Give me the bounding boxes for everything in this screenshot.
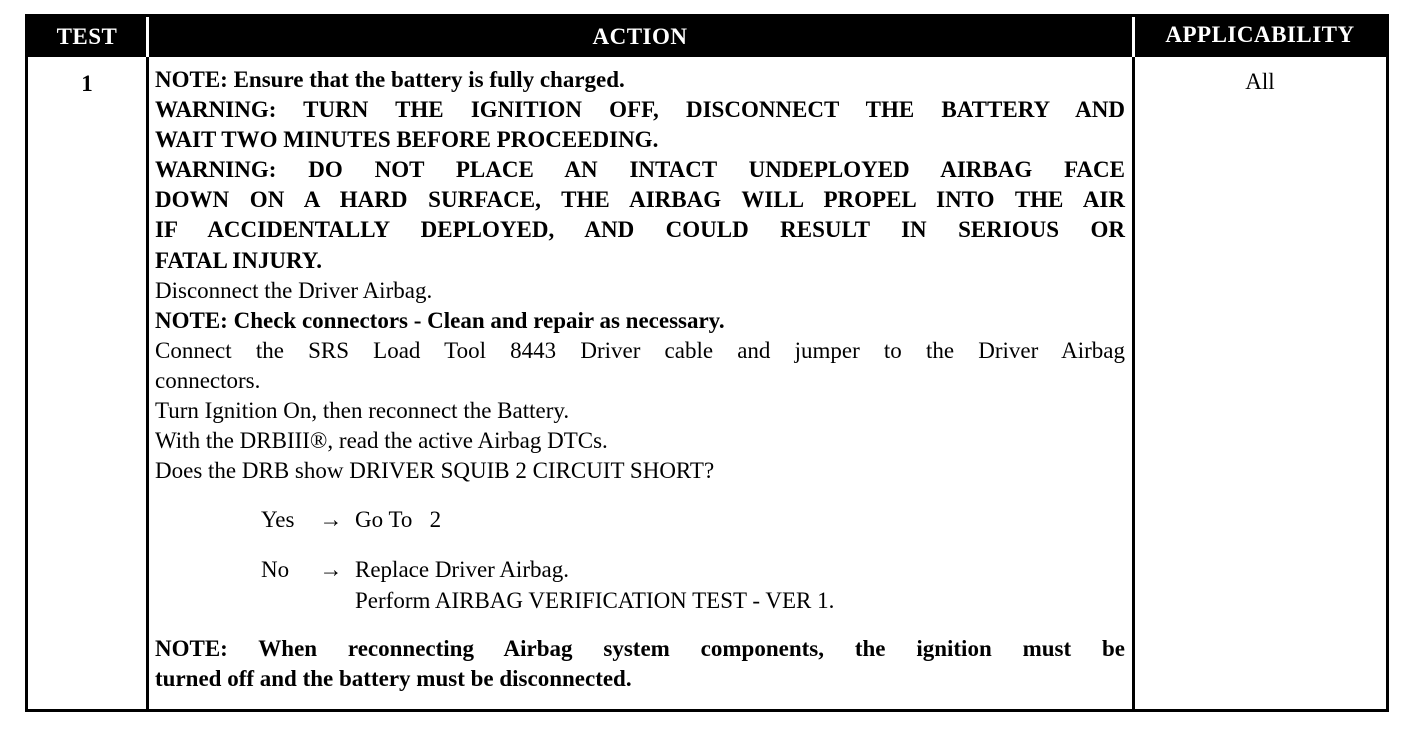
note-reconnecting: turned off and the battery must be disconnected. bbox=[155, 665, 632, 691]
note-connectors: NOTE: Check connectors - Clean and repair as necessary. bbox=[155, 307, 725, 333]
applicability-value: All bbox=[1245, 69, 1275, 94]
no-action: Perform AIRBAG VERIFICATION TEST - VER 1. bbox=[355, 587, 835, 613]
test-question: Does the DRB show DRIVER SQUIB 2 CIRCUIT SHORT? bbox=[155, 458, 715, 484]
warning-ignition-line: WARNING: TURN THE IGNITION OFF, DISCONNECT THE BATTERY AND bbox=[155, 97, 1125, 123]
step-read-dtcs: With the DRBIII®, read the active Airbag DTCs. bbox=[155, 428, 608, 454]
warning-ignition-line: WAIT TWO MINUTES BEFORE PROCEEDING. bbox=[155, 127, 659, 153]
warning-airbag-line: IF ACCIDENTALLY DEPLOYED, AND COULD RESULT IN SERIOUS OR bbox=[155, 217, 1125, 243]
arrow-right-icon: → bbox=[319, 507, 343, 533]
header-applicability: APPLICABILITY bbox=[1165, 22, 1355, 47]
table-header bbox=[28, 17, 1386, 57]
step-disconnect: Disconnect the Driver Airbag. bbox=[155, 277, 433, 303]
column-divider bbox=[1132, 57, 1135, 709]
test-number: 1 bbox=[81, 71, 93, 96]
branch-no bbox=[261, 555, 1125, 615]
column-divider bbox=[146, 57, 149, 709]
header-test: TEST bbox=[56, 24, 118, 49]
step-ignition-on: Turn Ignition On, then reconnect the Battery. bbox=[155, 398, 570, 424]
header-action: ACTION bbox=[592, 24, 688, 49]
warning-airbag-line: FATAL INJURY. bbox=[155, 247, 323, 273]
note-reconnecting: NOTE: When reconnecting Airbag system components, the ignition must be bbox=[155, 635, 1125, 661]
arrow-right-icon: → bbox=[319, 557, 343, 583]
step-connect-tool: connectors. bbox=[155, 367, 261, 393]
warning-airbag-line: DOWN ON A HARD SURFACE, THE AIRBAG WILL PROPEL INTO THE AIR bbox=[155, 187, 1125, 213]
yes-label: Yes bbox=[261, 507, 295, 533]
note-battery: NOTE: Ensure that the battery is fully charged. bbox=[155, 67, 625, 92]
action-cell bbox=[155, 65, 1125, 694]
no-label: No bbox=[261, 557, 290, 583]
warning-airbag-line: WARNING: DO NOT PLACE AN INTACT UNDEPLOYED AIRBAG FACE bbox=[155, 157, 1125, 183]
no-action: Replace Driver Airbag. bbox=[355, 557, 569, 583]
step-connect-tool: Connect the SRS Load Tool 8443 Driver cable and jumper to the Driver Airbag bbox=[155, 337, 1125, 363]
branch-yes bbox=[261, 505, 1125, 535]
yes-action: Go To 2 bbox=[355, 507, 442, 533]
